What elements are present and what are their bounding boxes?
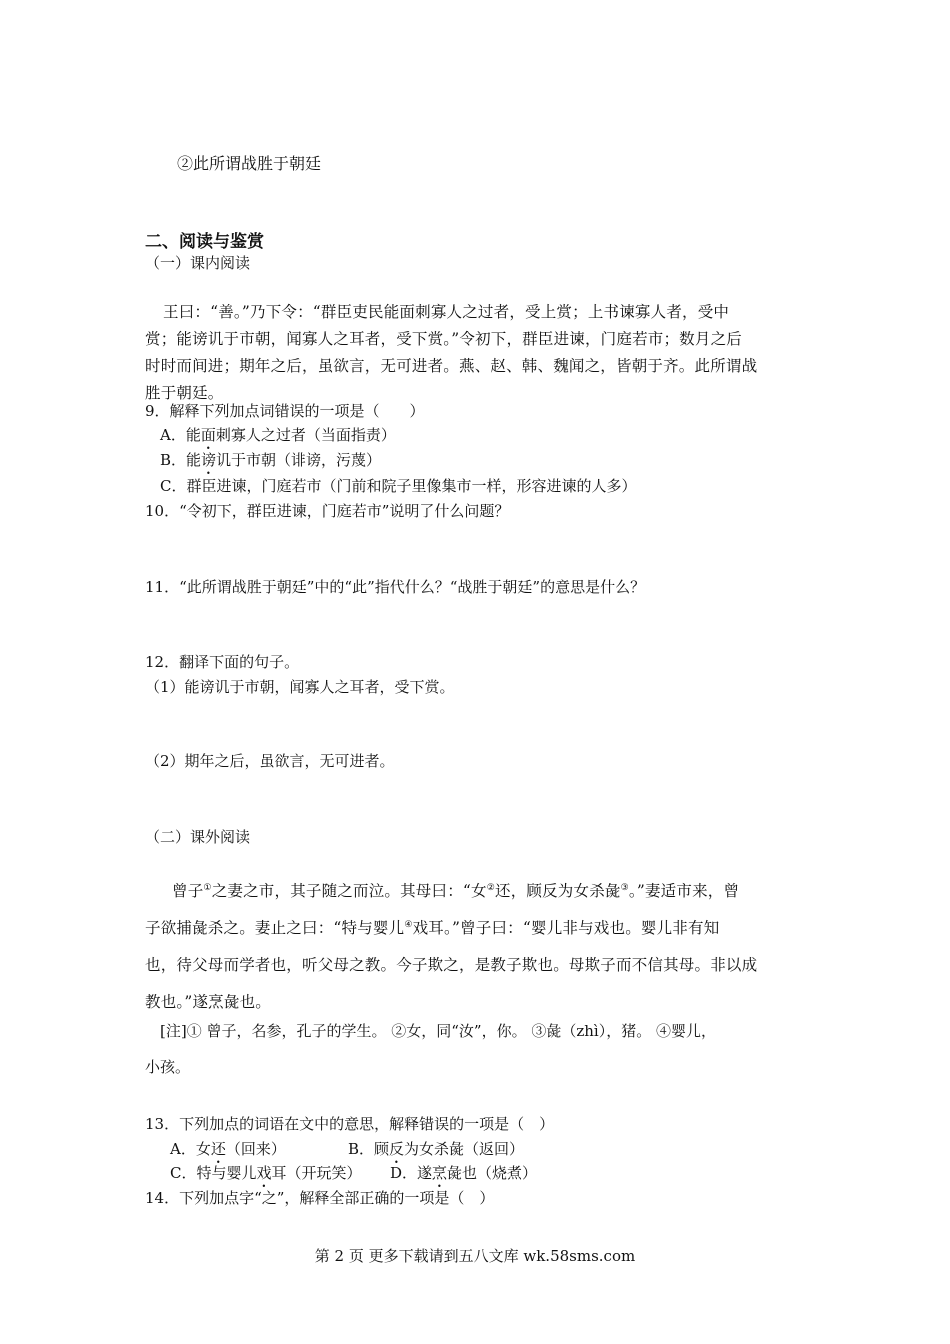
footnote-marker: ② xyxy=(486,882,495,893)
option-text: 耳（开玩笑） xyxy=(271,1164,362,1182)
text: 戏耳。”曾子曰：“婴儿非与戏也。婴儿非有知 xyxy=(412,919,720,937)
notes-line-2: 小孩。 xyxy=(145,1058,191,1076)
question-13: 13．下列加点的词语在文中的意思，解释错误的一项是（ ） xyxy=(145,1115,555,1133)
question-9: 9．解释下列加点词错误的一项是（ ） xyxy=(145,402,425,420)
option-text: B．顾 xyxy=(348,1140,390,1158)
option-text: 彘也（烧煮） xyxy=(447,1164,538,1182)
option-text: 为女杀彘（返回） xyxy=(404,1140,525,1158)
question-12-1: （1）能谤讥于市朝，闻寡人之耳者，受下赏。 xyxy=(145,678,455,696)
option-text: C．特与婴儿 xyxy=(170,1164,257,1182)
passage-extracurricular xyxy=(145,873,810,1021)
passage-line xyxy=(145,873,810,910)
text: 曾子 xyxy=(172,882,204,900)
answer-line: ②此所谓战胜于朝廷 xyxy=(177,154,322,173)
option-text: A．能 xyxy=(160,426,201,444)
text: 子欲捕彘杀之。妻止之曰：“特与婴儿 xyxy=(145,919,405,937)
dotted-word: 还 xyxy=(210,1140,226,1158)
subsection-title-extracurricular: （二）课外阅读 xyxy=(145,828,251,846)
footnote-marker: ① xyxy=(203,882,212,893)
option-text: D．遂 xyxy=(390,1164,433,1182)
passage-line: 也，待父母而学者也，听父母之教。今子欺之，是教子欺也。母欺子而不信其母。非以成 xyxy=(145,956,758,974)
q9-option-c: C．群臣进谏，门庭若市（门前和院子里像集市一样，形容进谏的人多） xyxy=(160,477,637,495)
passage-line: 时时而间进；期年之后，虽欲言，无可进者。燕、赵、韩、魏闻之，皆朝于齐。此所谓战 xyxy=(145,357,758,375)
dotted-word: 谤 xyxy=(201,451,217,469)
footnote-marker: ③ xyxy=(620,882,629,893)
text: 之妻之市，其子随之而泣。其母曰：“女 xyxy=(211,882,487,900)
passage-line xyxy=(145,910,810,947)
option-text: A．女 xyxy=(170,1140,211,1158)
option-text: 讥于市朝（诽谤，污蔑） xyxy=(216,451,382,469)
passage-line: 王曰：“善。”乃下令：“群臣吏民能面刺寡人之过者，受上赏；上书谏寡人者，受中 xyxy=(163,303,730,321)
passage-in-class xyxy=(145,299,810,407)
option-text: B．能 xyxy=(160,451,202,469)
passage-line: 胜于朝廷。 xyxy=(145,384,224,402)
footnote-marker: ④ xyxy=(404,919,413,930)
dotted-word: 面 xyxy=(200,426,216,444)
passage-line: 教也。”遂烹彘也。 xyxy=(145,993,271,1011)
question-14: 14．下列加点字“之”，解释全部正确的一项是（ ） xyxy=(145,1189,495,1207)
text: 。”妻适市来，曾 xyxy=(628,882,740,900)
text: 还，顾反为女杀彘 xyxy=(495,882,621,900)
page-footer: 第 2 页 更多下载请到五八文库 wk.58sms.com xyxy=(314,1247,636,1265)
dotted-word: 烹 xyxy=(432,1164,448,1182)
option-text: （回来） xyxy=(225,1140,286,1158)
option-text: 刺寡人之过者（当面指责） xyxy=(215,426,396,444)
section-title: 二、阅读与鉴赏 xyxy=(145,232,264,252)
notes-line-1: [注]① 曾子，名参，孔子的学生。 ②女，同“汝”，你。 ③彘（zhì），猪。 ④婴儿， xyxy=(160,1022,716,1040)
passage-line: 赏；能谤讥于市朝，闻寡人之耳者，受下赏。”令初下，群臣进谏，门庭若市；数月之后 xyxy=(145,330,742,348)
dotted-word: 戏 xyxy=(256,1164,272,1182)
subsection-title-in-class: （一）课内阅读 xyxy=(145,254,251,272)
dotted-word: 反 xyxy=(389,1140,405,1158)
q9-option-b xyxy=(160,449,381,478)
question-11: 11．“此所谓战胜于朝廷”中的“此”指代什么？“战胜于朝廷”的意思是什么？ xyxy=(145,578,646,596)
question-12-2: （2）期年之后，虽欲言，无可进者。 xyxy=(145,752,395,770)
question-10: 10．“令初下，群臣进谏，门庭若市”说明了什么问题？ xyxy=(145,502,510,520)
question-12: 12．翻译下面的句子。 xyxy=(145,653,300,671)
